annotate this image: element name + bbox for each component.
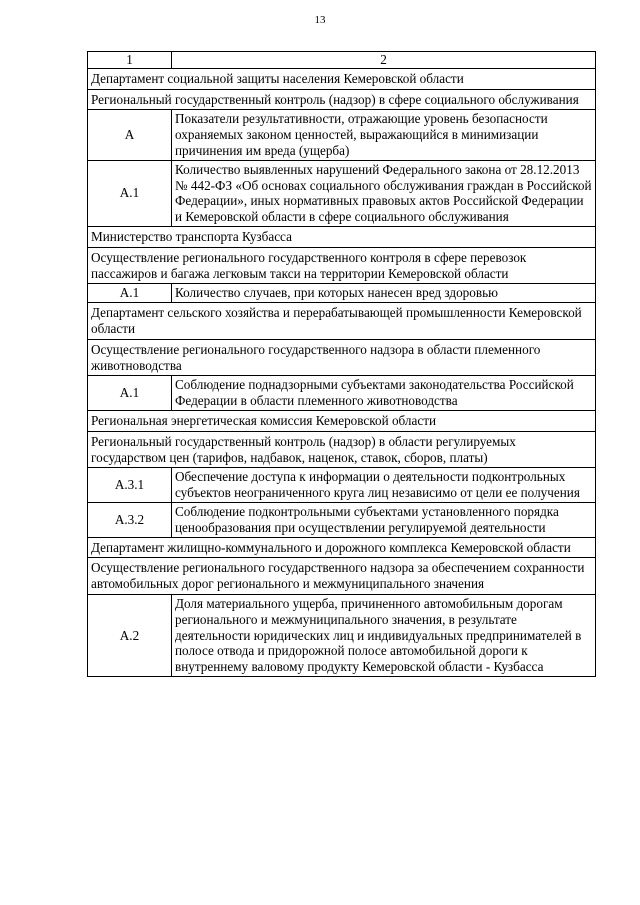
indicator-text: Обеспечение доступа к информации о деятельности подконтрольных субъектов неограниченного круга лиц независимо от цели ее получения [172, 468, 596, 503]
column-header-1: 1 [88, 52, 172, 69]
indicator-row [88, 468, 596, 503]
indicator-row [88, 502, 596, 537]
section-row [88, 226, 596, 247]
indicators-table [87, 51, 596, 677]
section-row [88, 410, 596, 431]
indicator-row [88, 110, 596, 160]
section-row [88, 431, 596, 468]
indicator-code: А.3.1 [88, 468, 172, 503]
indicator-text: Доля материального ущерба, причиненного автомобильным дорогам регионального и межмуниципального значения, в результате деятельности юридических лиц и индивидуальных предпринимателей в полосе отвода и придорожной полосе автомобильной дороги к внутреннему валовому продукту Кемеровской области - Кузбасса [172, 594, 596, 676]
indicator-row [88, 376, 596, 411]
section-row [88, 247, 596, 284]
indicator-text: Количество выявленных нарушений Федерального закона от 28.12.2013 № 442-ФЗ «Об основах социального обслуживания граждан в Российской Федерации», иных нормативных правовых актов Российской Федерации и Кемеровской области в сфере социального обслуживания [172, 160, 596, 226]
indicators-table-body [88, 52, 596, 677]
section-title: Департамент социальной защиты населения Кемеровской области [88, 68, 596, 89]
section-title: Департамент сельского хозяйства и перерабатывающей промышленности Кемеровской области [88, 303, 596, 340]
indicator-code: А.2 [88, 594, 172, 676]
column-header-2: 2 [172, 52, 596, 69]
section-title: Осуществление регионального государственного контроля в сфере перевозок пассажиров и багажа легковым такси на территории Кемеровской области [88, 247, 596, 284]
indicator-text: Соблюдение поднадзорными субъектами законодательства Российской Федерации в области племенного животноводства [172, 376, 596, 411]
indicator-code: А.3.2 [88, 502, 172, 537]
indicator-code: А.1 [88, 376, 172, 411]
indicator-code: А [88, 110, 172, 160]
indicator-row [88, 160, 596, 226]
section-row [88, 558, 596, 595]
section-row [88, 68, 596, 89]
section-title: Региональный государственный контроль (надзор) в области регулируемых государством цен (тарифов, надбавок, наценок, ставок, сборов, платы) [88, 431, 596, 468]
section-row [88, 303, 596, 340]
indicator-row [88, 594, 596, 676]
indicator-code: А.1 [88, 284, 172, 303]
indicator-text: Соблюдение подконтрольными субъектами установленного порядка ценообразования при осуществлении регулируемой деятельности [172, 502, 596, 537]
section-title: Региональная энергетическая комиссия Кемеровской области [88, 410, 596, 431]
section-title: Осуществление регионального государственного надзора в области племенного животноводства [88, 339, 596, 376]
section-row [88, 89, 596, 110]
section-title: Региональный государственный контроль (надзор) в сфере социального обслуживания [88, 89, 596, 110]
indicator-row [88, 284, 596, 303]
section-row [88, 537, 596, 558]
section-title: Департамент жилищно-коммунального и дорожного комплекса Кемеровской области [88, 537, 596, 558]
page-number: 13 [314, 14, 326, 26]
section-title: Осуществление регионального государственного надзора за обеспечением сохранности автомобильных дорог регионального и межмуниципального значения [88, 558, 596, 595]
indicator-text: Количество случаев, при которых нанесен вред здоровью [172, 284, 596, 303]
section-row [88, 339, 596, 376]
indicator-text: Показатели результативности, отражающие уровень безопасности охраняемых законом ценностей, выражающийся в минимизации причинения им вреда (ущерба) [172, 110, 596, 160]
table-header-row [88, 52, 596, 69]
section-title: Министерство транспорта Кузбасса [88, 226, 596, 247]
indicator-code: А.1 [88, 160, 172, 226]
